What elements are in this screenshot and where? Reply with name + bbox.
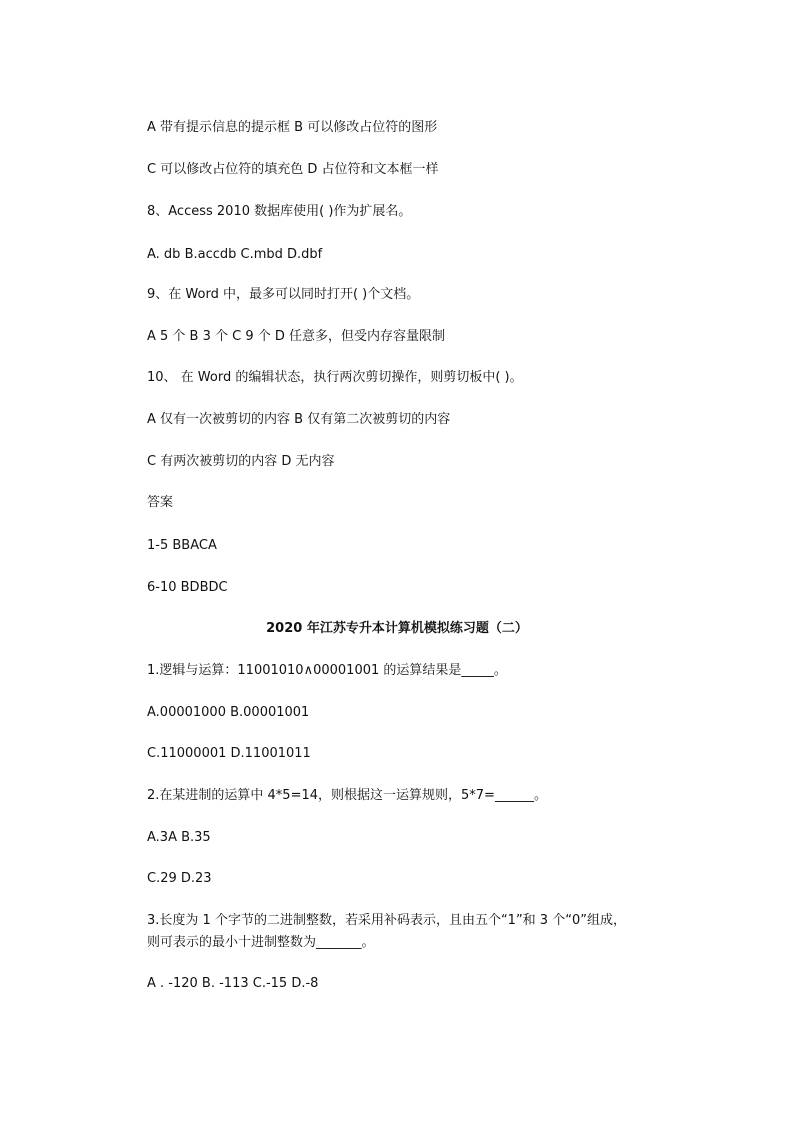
question-line: 8、Access 2010 数据库使用( )作为扩展名。: [147, 204, 412, 219]
question-line: 1.逻辑与运算：11001010∧00001001 的运算结果是_____。: [147, 663, 507, 678]
answer-line: 6-10 BDBDC: [147, 580, 228, 595]
option-line: A. db B.accdb C.mbd D.dbf: [147, 247, 323, 262]
option-line: A 带有提示信息的提示框 B 可以修改占位符的图形: [147, 120, 438, 135]
option-line: A.00001000 B.00001001: [147, 705, 310, 720]
option-line: A 仅有一次被剪切的内容 B 仅有第二次被剪切的内容: [147, 412, 451, 427]
option-line: C.29 D.23: [147, 871, 212, 886]
question-line-continued: 则可表示的最小十进制整数为_______。: [147, 935, 375, 950]
option-line: C 有两次被剪切的内容 D 无内容: [147, 454, 335, 469]
option-line: A 5 个 B 3 个 C 9 个 D 任意多，但受内存容量限制: [147, 329, 446, 344]
option-line: A . -120 B. -113 C.-15 D.-8: [147, 976, 319, 991]
option-line: C.11000001 D.11001011: [147, 746, 311, 761]
question-line: 3.长度为 1 个字节的二进制整数，若采用补码表示，且由五个“1”和 3 个“0”组成，: [147, 913, 626, 928]
answer-line: 1-5 BBACA: [147, 538, 217, 553]
section-title: 2020 年江苏专升本计算机模拟练习题（二）: [266, 621, 528, 636]
question-line: 2.在某进制的运算中 4*5=14，则根据这一运算规则，5*7=______。: [147, 788, 547, 803]
answer-heading: 答案: [147, 495, 174, 510]
question-line: 9、在 Word 中，最多可以同时打开( )个文档。: [147, 287, 420, 302]
option-line: C 可以修改占位符的填充色 D 占位符和文本框一样: [147, 162, 439, 177]
question-line: 10、 在 Word 的编辑状态，执行两次剪切操作，则剪切板中( )。: [147, 370, 523, 385]
option-line: A.3A B.35: [147, 830, 211, 845]
